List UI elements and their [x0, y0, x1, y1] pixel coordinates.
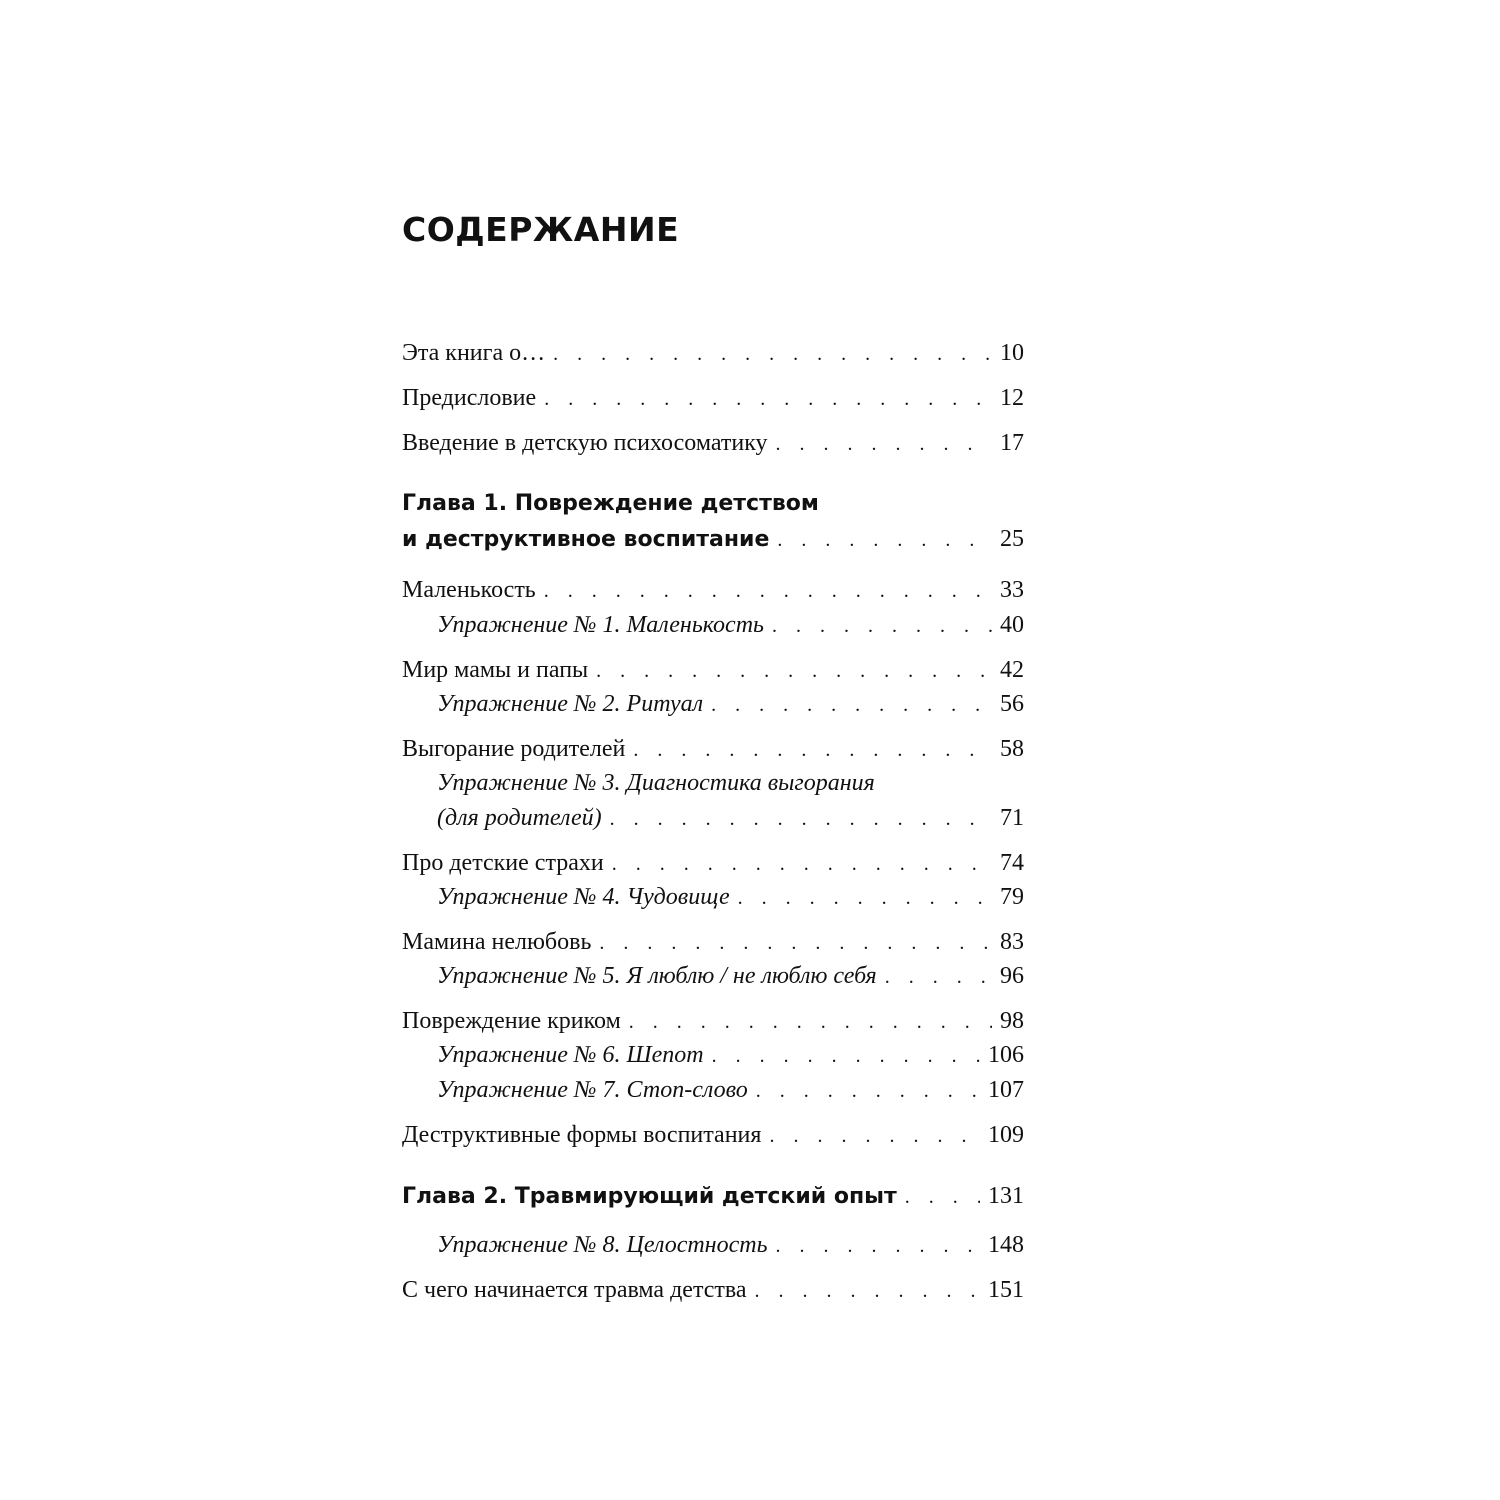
dot-leader: [633, 735, 992, 765]
toc-entry-page: 109: [988, 1122, 1024, 1148]
toc-exercise-entry: [437, 1230, 1024, 1261]
toc-entry-page: 107: [988, 1077, 1024, 1103]
toc-entry-label: Мамина нелюбовь: [402, 929, 592, 955]
dot-leader: [905, 1182, 980, 1212]
toc-entry-label: Повреждение криком: [402, 1008, 621, 1034]
dot-leader: [756, 1076, 980, 1106]
dot-leader: [711, 690, 992, 720]
toc-exercise-entry: [437, 610, 1024, 641]
toc-entry-page: 131: [988, 1183, 1024, 1209]
dot-leader: [629, 1007, 992, 1037]
toc-exercise-entry: [437, 1075, 1024, 1106]
toc-entry: [402, 734, 1024, 765]
toc-entry: [402, 848, 1024, 879]
chapter-title-line: Глава 1. Повреждение детством: [402, 491, 819, 516]
toc-entry-page: 79: [1000, 884, 1024, 910]
dot-leader: [755, 1276, 980, 1306]
dot-leader: [610, 804, 992, 834]
toc-entry-page: 106: [988, 1042, 1024, 1068]
dot-leader: [776, 429, 992, 459]
dot-leader: [738, 883, 992, 913]
toc-entry: [402, 1120, 1024, 1151]
toc-entry-label: Глава 2. Травмирующий детский опыт: [402, 1184, 897, 1209]
toc-entry-page: 74: [1000, 850, 1024, 876]
toc-entry: [402, 1275, 1024, 1306]
toc-entry-page: 10: [1000, 340, 1024, 366]
toc-entry-label: Упражнение № 6. Шепот: [437, 1042, 704, 1068]
toc-entry-label: и деструктивное воспитание: [402, 527, 770, 552]
dot-leader: [777, 525, 992, 555]
toc-entry: [402, 383, 1024, 414]
toc-exercise-entry: [437, 961, 1024, 992]
toc-entry-label: Эта книга о…: [402, 340, 546, 366]
toc-entry-label: Маленькость: [402, 577, 536, 603]
toc-entry-page: 12: [1000, 385, 1024, 411]
page-title: СОДЕРЖАНИЕ: [402, 210, 680, 249]
toc-entry: [402, 1006, 1024, 1037]
toc-entry: [402, 338, 1024, 369]
toc-entry-label: С чего начинается травма детства: [402, 1277, 747, 1303]
toc-entry-page: 71: [1000, 805, 1024, 831]
dot-leader: [544, 576, 992, 606]
toc-entry-page: 40: [1000, 612, 1024, 638]
toc-entry: [402, 655, 1024, 686]
toc-entry-page: 96: [1000, 963, 1024, 989]
toc-entry: [402, 927, 1024, 958]
dot-leader: [885, 962, 992, 992]
toc-entry-page: 17: [1000, 430, 1024, 456]
toc-entry-label: Мир мамы и папы: [402, 657, 589, 683]
dot-leader: [612, 849, 992, 879]
toc-entry-page: 42: [1000, 657, 1024, 683]
toc-entry-label: Предисловие: [402, 385, 537, 411]
toc-entry-page: 56: [1000, 691, 1024, 717]
dot-leader: [769, 1121, 980, 1151]
dot-leader: [772, 611, 992, 641]
toc-exercise-entry: [437, 882, 1024, 913]
toc-entry-page: 151: [988, 1277, 1024, 1303]
toc-entry-label: Выгорание родителей: [402, 736, 626, 762]
toc-entry-label: Упражнение № 4. Чудовище: [437, 884, 730, 910]
toc-entry: [402, 428, 1024, 459]
dot-leader: [712, 1041, 980, 1071]
toc-entry-page: 33: [1000, 577, 1024, 603]
toc-exercise-entry: [437, 803, 1024, 834]
dot-leader: [544, 384, 992, 414]
toc-entry-label: Введение в детскую психосоматику: [402, 430, 768, 456]
toc-exercise-entry: [437, 689, 1024, 720]
toc-entry-label: Упражнение № 8. Целостность: [437, 1232, 768, 1258]
dot-leader: [599, 928, 992, 958]
toc-chapter-entry: [402, 1181, 1024, 1212]
toc-entry-label: Упражнение № 7. Стоп-слово: [437, 1077, 748, 1103]
dot-leader: [553, 339, 992, 369]
toc-entry-label: Упражнение № 5. Я люблю / не люблю себя: [437, 963, 877, 989]
exercise-title-line: Упражнение № 3. Диагностика выгорания: [437, 770, 875, 796]
toc-entry-page: 83: [1000, 929, 1024, 955]
toc-entry: [402, 575, 1024, 606]
toc-entry-label: Деструктивные формы воспитания: [402, 1122, 762, 1148]
toc-entry-page: 148: [988, 1232, 1024, 1258]
toc-chapter-entry: [402, 524, 1024, 555]
toc-entry-label: Упражнение № 2. Ритуал: [437, 691, 704, 717]
toc-entry-label: (для родителей): [437, 805, 602, 831]
dot-leader: [776, 1231, 981, 1261]
toc-exercise-entry: [437, 1040, 1024, 1071]
toc-entry-page: 25: [1000, 526, 1024, 552]
dot-leader: [596, 656, 992, 686]
toc-entry-label: Упражнение № 1. Маленькость: [437, 612, 764, 638]
toc-entry-page: 98: [1000, 1008, 1024, 1034]
toc-entry-label: Про детские страхи: [402, 850, 604, 876]
toc-entry-page: 58: [1000, 736, 1024, 762]
